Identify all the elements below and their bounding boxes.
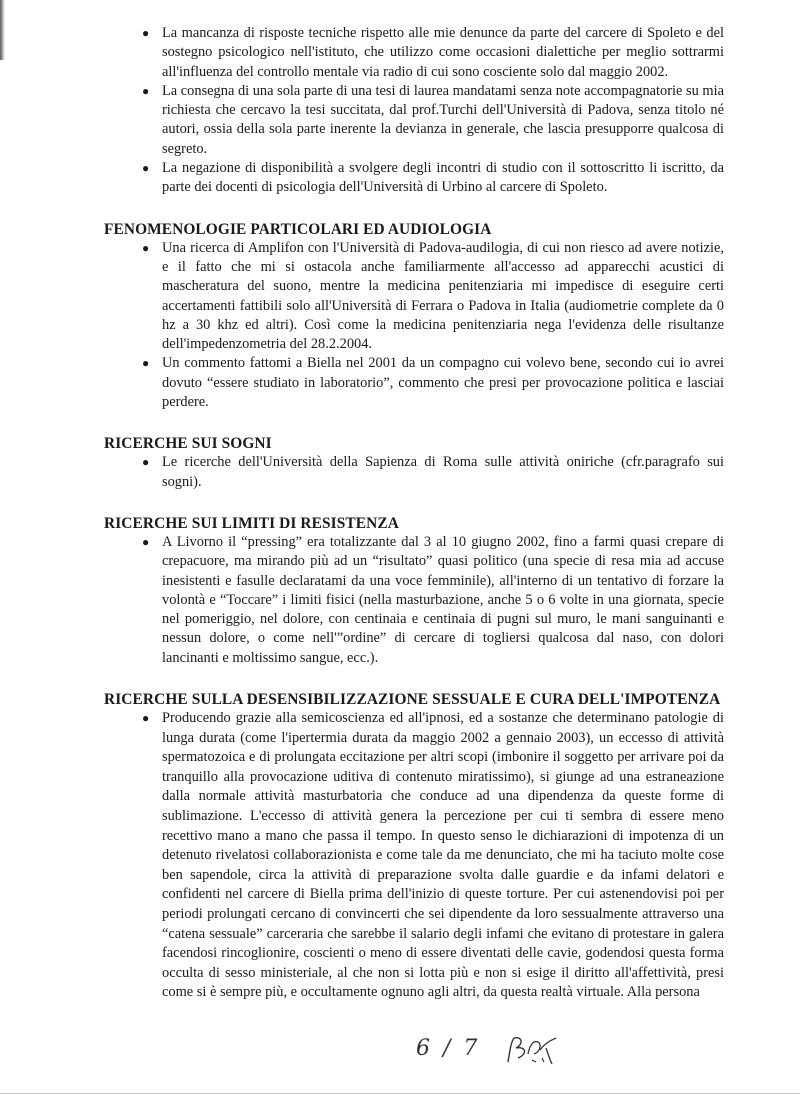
list-item	[104, 354, 724, 412]
list-item-text: A Livorno il “pressing” era totalizzante dal 3 al 10 giugno 2002, fino a farmi quasi crepare di crepacuore, ma mirando più ad un “risultato” quasi politico (una specie di resa mia ad accuse inesistenti e fasulle declaratami da una voce femminile), all'interno di un tentativo di forzare la volontà e “Toccare” i limiti fisici (nella masturbazione, anche 5 o 6 volte in una giornata, specie nel pomeriggio, nel dolore, con centinaia e centinaia di pugni sul muro, le mani sanguinanti e nessun dolore, o come nell'”ordine” di cercare di togliersi qualcosa dal naso, con dolori lancinanti e moltissimo sangue, ecc.).	[162, 533, 724, 666]
section-bullet-list	[104, 453, 724, 492]
list-item	[104, 159, 724, 198]
page-content	[104, 24, 724, 1003]
page-footer	[416, 1036, 566, 1076]
bullet-icon: ●	[142, 534, 150, 549]
list-item	[104, 82, 724, 159]
list-item-text: Un commento fattomi a Biella nel 2001 da un compagno cui volevo bene, secondo cui io avrei dovuto “essere studiato in laboratorio”, commento che presi per provocazione politica e lasciai perdere.	[162, 355, 724, 411]
section-heading: RICERCHE SULLA DESENSIBILIZZAZIONE SESSUALE E CURA DELL'IMPOTENZA	[104, 691, 721, 709]
list-item-text: La consegna di una sola parte di una tesi di laurea mandatami senza note accompagnatorie su mia richiesta che cercavo la tesi succitata, dal prof.Turchi dell'Università di Padova, senza titolo né autori, ossia della sola parte inerente la devianza in generale, che lascia presupporre qualcosa di segreto.	[162, 82, 724, 157]
section-sogni	[104, 434, 724, 492]
bullet-icon: ●	[142, 240, 150, 255]
bullet-icon: ●	[142, 455, 150, 470]
list-item-text: Le ricerche dell'Università della Sapienza di Roma sulle attività oniriche (cfr.paragrafo sui sogni).	[162, 454, 724, 490]
handwritten-initials-icon	[502, 1032, 562, 1068]
list-item	[104, 533, 724, 668]
section-bullet-list	[104, 709, 724, 1003]
page-number: 6 / 7	[416, 1036, 481, 1061]
section-heading: RICERCHE SUI LIMITI DI RESISTENZA	[104, 514, 399, 532]
bullet-icon: ●	[142, 83, 150, 98]
list-item	[104, 24, 724, 82]
section-resistenza	[104, 514, 724, 668]
section-heading: FENOMENOLOGIE PARTICOLARI ED AUDIOLOGIA	[104, 220, 492, 238]
bullet-icon: ●	[142, 161, 150, 176]
bullet-icon: ●	[142, 711, 150, 726]
bullet-icon: ●	[142, 356, 150, 371]
list-item-text: La mancanza di risposte tecniche rispetto alle mie denunce da parte del carcere di Spoleto e del sostegno psicologico nell'istituto, che utilizzo come occasioni dialettiche per meglio sottrarmi all'influenza del controllo mentale via radio di cui sono cosciente solo dal maggio 2002.	[162, 25, 724, 80]
intro-bullet-list	[104, 24, 724, 198]
section-bullet-list	[104, 239, 724, 413]
scan-edge-shadow	[0, 0, 5, 60]
bullet-icon: ●	[142, 26, 150, 40]
list-item-text: Una ricerca di Amplifon con l'Università di Padova-audilogia, di cui non riesco ad avere notizie, e il fatto che mi si ostacola anche familiarmente all'accesso ad apparecchi acustici di mascheratura del suono, mentre la medicina penitenziaria mi impedisce di eseguire certi accertamenti fattibili solo all'Università di Ferrara o Padova in Italia (audiometrie complete da 0 hz a 30 khz ed altri). Così come la medicina penitenziaria nega l'evidenza delle risultanze dell'impedenzometria del 28.2.2004.	[162, 239, 724, 353]
list-item	[104, 709, 724, 1003]
section-audiologia	[104, 220, 724, 413]
section-desensibilizzazione	[104, 690, 724, 1003]
scan-bottom-edge	[0, 1093, 800, 1094]
list-item-text: Producendo grazie alla semicoscienza ed all'ipnosi, ed a sostanze che determinano patologie di lunga durata (come l'ipertermia durata da maggio 2002 a gennaio 2003), un eccesso di attività spermatozoica e di prolungata eccitazione per altri scopi (imbonire il soggetto per arrivare poi da tranquillo alla provocazione uditiva di contenuto miratissimo), si giunge ad una estraneazione dalla normale attività masturbatoria che conduce ad una dipendenza da queste forme di sublimazione. L'eccesso di attività genera la percezione per cui ti sembra di essere meno recettivo mano a mano che passa il tempo. In questo senso le dichiarazioni di impotenza di un detenuto rivelatosi collaborazionista e come tale da me denunciato, che mi ha taciuto molte cose ben sapendole, circa la attività di preparazione svolta dalle guardie e da infami delatori e confidenti nel carcere di Biella prima dell'inizio di queste torture. Per cui astenendovisi poi per periodi prolungati cercano di convincerti che sei dipendente da loro sessualmente attraverso una “catena sessuale” carceraria che sarebbe il salario degli infami che evitano di protestare in galera facendosi rincoglionire, coscienti o meno di essere diventati delle cavie, godendosi questa forma occulta di sesso ministeriale, al che non si lotta più e non si esige il diritto all'affettività, presi come si è sempre più, e occultamente ognuno agli altri, da questa realtà virtuale. Alla persona	[162, 710, 724, 1001]
section-heading: RICERCHE SUI SOGNI	[104, 435, 272, 453]
list-item-text: La negazione di disponibilità a svolgere degli incontri di studio con il sottoscritto li iscritto, da parte dei docenti di psicologia dell'Università di Urbino al carcere di Spoleto.	[162, 160, 724, 196]
section-bullet-list	[104, 533, 724, 668]
list-item	[104, 453, 724, 492]
list-item	[104, 239, 724, 355]
